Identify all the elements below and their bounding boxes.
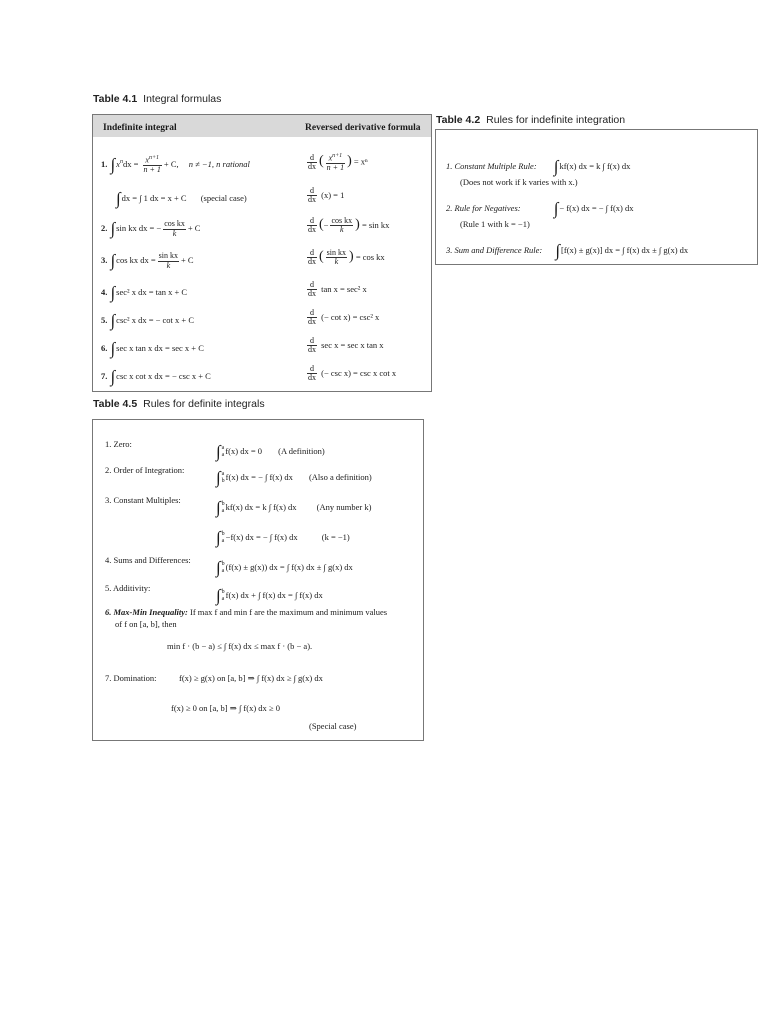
table-4-1-title: Integral formulas <box>143 93 222 105</box>
formula-row-special: ∫dx = ∫ 1 dx = x + C (special case) <box>116 189 247 208</box>
formula-row-6: 6. ∫sec x tan x dx = sec x + C <box>101 339 204 358</box>
table-4-2 <box>435 129 758 265</box>
derivative-row-4: $\frac{d}{dx}$ tan x = sec² x <box>308 280 367 299</box>
def-rule-3-formula: ∫b akf(x) dx = k ∫ f(x) dx (Any number k) <box>216 498 372 517</box>
derivative-row-1: $\frac{d}{dx}$ ( $\frac{x^{n+1}}{n + 1}$ ) = xⁿ <box>308 152 368 173</box>
def-rule-5-formula: ∫b af(x) dx + ∫ f(x) dx = ∫ f(x) dx <box>216 586 323 605</box>
def-rule-4-formula: ∫b a(f(x) ± g(x)) dx = ∫ f(x) dx ± ∫ g(x) dx <box>216 558 353 577</box>
formula-row-2: 2. ∫sin kx dx = − $\frac{\text{cos kx}}{k}$ + C <box>101 219 201 238</box>
derivative-row-6: $\frac{d}{dx}$ sec x = sec x tan x <box>308 336 384 355</box>
formula-row-5: 5. ∫csc² x dx = − cot x + C <box>101 311 195 330</box>
def-rule-6-line-2: of f on [a, b], then <box>115 619 177 629</box>
def-rule-1-label: 1. Zero: <box>105 439 132 449</box>
derivative-row-7: $\frac{d}{dx}$ (− csc x) = csc x cot x <box>308 364 397 383</box>
rule-row-3: 3. Sum and Difference Rule: ∫[f(x) ± g(x)] dx = ∫ f(x) dx ± ∫ g(x) dx <box>446 241 689 260</box>
table-4-5 <box>92 419 424 741</box>
def-rule-2-formula: ∫a bf(x) dx = − ∫ f(x) dx (Also a definition) <box>216 468 372 487</box>
def-rule-4-label: 4. Sums and Differences: <box>105 555 191 565</box>
rule-row-1-note: (Does not work if k varies with x.) <box>460 177 578 187</box>
column-header-indefinite: Indefinite integral <box>103 123 177 133</box>
formula-row-4: 4. ∫sec² x dx = tan x + C <box>101 283 188 302</box>
table-4-1-number: Table 4.1 <box>93 93 138 105</box>
def-rule-1-formula: ∫a af(x) dx = 0 (A definition) <box>216 442 325 461</box>
def-rule-7-note: (Special case) <box>309 721 357 731</box>
rule-row-2: 2. Rule for Negatives: ∫− f(x) dx = − ∫ f(x) dx <box>446 199 634 218</box>
table-4-2-number: Table 4.2 <box>436 114 481 126</box>
table-4-5-title: Rules for definite integrals <box>143 398 265 410</box>
def-rule-3-label: 3. Constant Multiples: <box>105 495 181 505</box>
formula-row-1: 1. $\int x^ndx$ = $\frac{x^{n+1}}{n + 1}$ + C, n ≠ −1, n rational <box>101 155 250 175</box>
derivative-row-2: $\frac{d}{dx}$ (− $\frac{\text{cos kx}}{k}$ ) = sin kx <box>308 216 390 235</box>
def-rule-6-line-1: 6. Max-Min Inequality: If max f and min f are the maximum and minimum values <box>105 607 388 617</box>
def-rule-6-formula: min f · (b − a) ≤ ∫ f(x) dx ≤ max f · (b − a). <box>167 641 313 651</box>
table-4-1 <box>92 114 432 392</box>
def-rule-7-formula: f(x) ≥ g(x) on [a, b] ⇒ ∫ f(x) dx ≥ ∫ g(x) dx <box>179 673 323 683</box>
def-rule-2-label: 2. Order of Integration: <box>105 465 185 475</box>
rule-row-2-note: (Rule 1 with k = −1) <box>460 219 530 229</box>
def-rule-7-label: 7. Domination: <box>105 673 157 683</box>
table-4-5-number: Table 4.5 <box>93 398 138 410</box>
table-4-2-title: Rules for indefinite integration <box>486 114 626 126</box>
derivative-row-5: $\frac{d}{dx}$ (− cot x) = csc² x <box>308 308 380 327</box>
formula-row-3: 3. ∫cos kx dx = $\frac{\text{sin kx}}{k}$ + C <box>101 251 194 270</box>
table-4-2-caption <box>436 114 625 126</box>
def-rule-5-label: 5. Additivity: <box>105 583 151 593</box>
derivative-row-3: $\frac{d}{dx}$ ( $\frac{\text{sin kx}}{k}$ ) = cos kx <box>308 248 385 267</box>
column-header-reversed: Reversed derivative formula <box>305 123 421 133</box>
formula-row-7: 7. ∫csc x cot x dx = − csc x + C <box>101 367 211 386</box>
table-4-1-caption <box>93 93 221 105</box>
derivative-row-special: $\frac{d}{dx}$ (x) = 1 <box>308 186 345 205</box>
table-4-5-caption <box>93 398 265 410</box>
rule-row-1: 1. Constant Multiple Rule: ∫kf(x) dx = k ∫ f(x) dx <box>446 157 631 176</box>
def-rule-3b-formula: ∫b a−f(x) dx = − ∫ f(x) dx (k = −1) <box>216 528 350 547</box>
def-rule-7b-formula: f(x) ≥ 0 on [a, b] ⇒ ∫ f(x) dx ≥ 0 <box>171 703 280 713</box>
